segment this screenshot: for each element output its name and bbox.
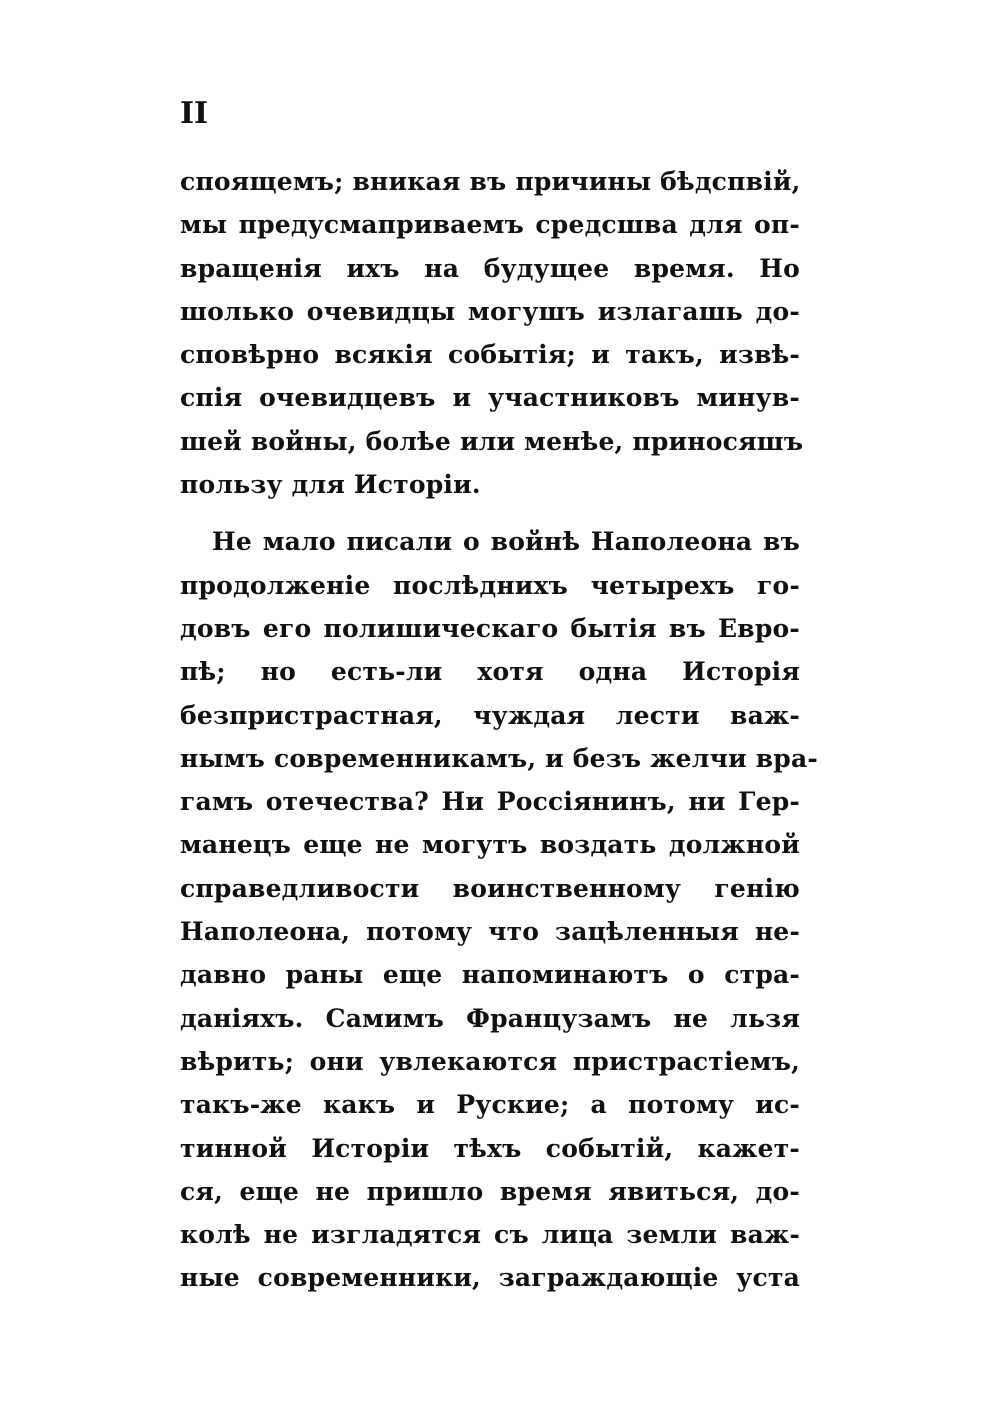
body-text bbox=[180, 160, 818, 1300]
text-line: шей войны, болѣе или менѣе, приносяшъ bbox=[180, 426, 804, 456]
text-line: продолженіе послѣднихъ четырехъ го- bbox=[180, 570, 800, 600]
text-line: довъ его полишическаго бытія въ Евро- bbox=[180, 613, 800, 643]
text-line: пѣ; но есть-ли хотя одна Исторія bbox=[180, 657, 800, 687]
text-line: Не мало писали о войнѣ Наполеона въ bbox=[212, 527, 800, 557]
text-line: гамъ отечества? Ни Россіянинъ, ни Гер- bbox=[180, 787, 800, 817]
paragraph-gap bbox=[180, 506, 800, 520]
text-line: спія очевидцевъ и участниковъ минув- bbox=[180, 383, 800, 413]
text-line: нымъ современникамъ, и безъ желчи вра- bbox=[180, 743, 818, 773]
text-line: колѣ не изгладятся съ лица земли важ- bbox=[180, 1220, 800, 1250]
text-line: споящемъ; вникая въ причины бѣдспвій, bbox=[180, 167, 801, 196]
text-line: сповѣрно всякія событія; и такъ, извѣ- bbox=[180, 340, 800, 370]
text-line: справедливости воинственному генію bbox=[180, 873, 800, 903]
text-line: безпристрастная, чуждая лести важ- bbox=[180, 700, 800, 730]
text-line: вращенія ихъ на будущее время. Но bbox=[180, 253, 800, 283]
text-line: шолько очевидцы могушъ излагашь до- bbox=[180, 296, 800, 326]
paragraph-2 bbox=[180, 520, 818, 1299]
paragraph-1 bbox=[180, 160, 804, 506]
text-line: вѣрить; они увлекаются пристрастіемъ, bbox=[180, 1046, 800, 1076]
text-line: даніяхъ. Самимъ Французамъ не льзя bbox=[180, 1003, 800, 1033]
text-line: ся, еще не пришло время явиться, до- bbox=[180, 1176, 800, 1206]
text-line: пользу для Исторіи. bbox=[180, 470, 481, 500]
text-line: такъ-же какъ и Руские; а потому ис- bbox=[180, 1090, 800, 1120]
text-line: давно раны еще напоминаютъ о стра- bbox=[180, 960, 800, 990]
text-line: Наполеона, потому что зацѣленныя не- bbox=[180, 917, 800, 947]
text-line: манецъ еще не могутъ воздать должной bbox=[180, 830, 800, 860]
text-line: ные современники, заграждающіе уста bbox=[180, 1263, 800, 1293]
text-line: мы предусмапривaемъ средсшва для оп- bbox=[180, 210, 800, 240]
page-number: II bbox=[180, 96, 209, 131]
text-line: тинной Исторіи тѣхъ событій, кажет- bbox=[180, 1133, 800, 1163]
